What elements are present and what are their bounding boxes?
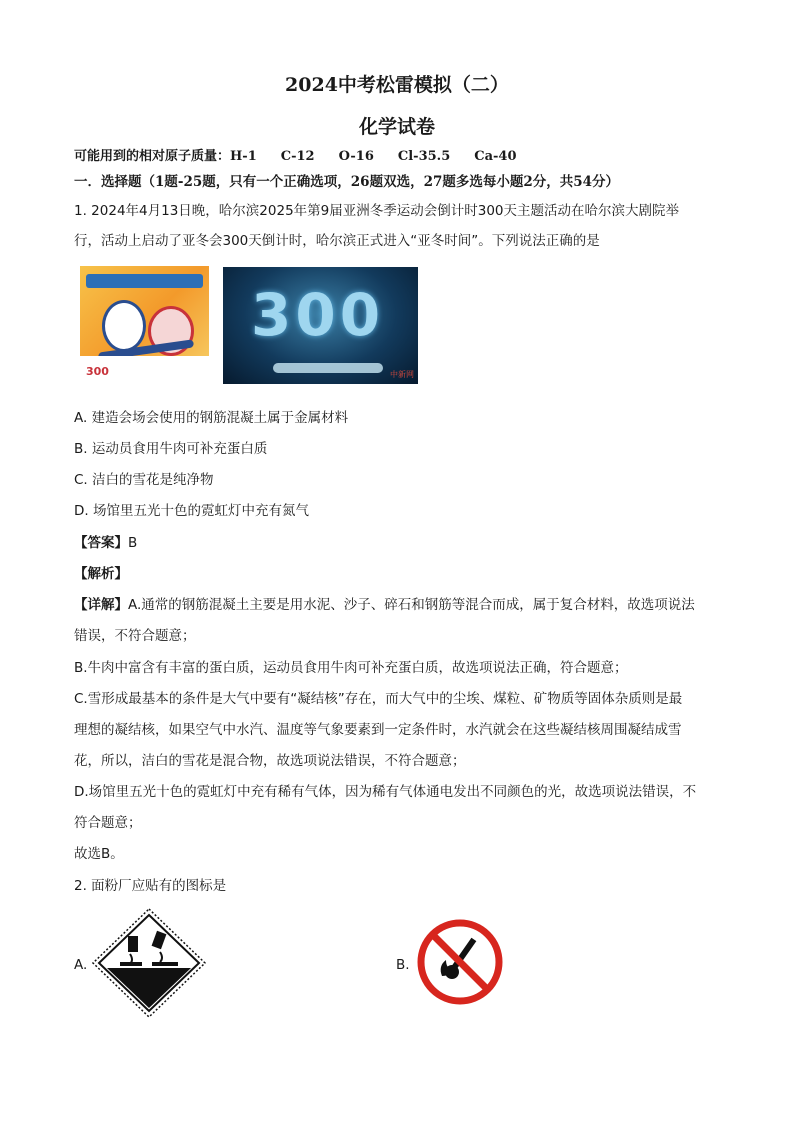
q2-stem: 2. 面粉厂应贴有的图标是: [74, 878, 227, 894]
atomic-mass-cl: Cl-35.5: [397, 149, 451, 164]
answer-value: B: [128, 535, 138, 551]
q1-option-d: D. 场馆里五光十色的霓虹灯中充有氮气: [74, 503, 309, 519]
analysis-label: 【解析】: [74, 566, 128, 582]
q2-option-b-label: B.: [396, 957, 410, 973]
poster-countdown-number: 300: [86, 365, 109, 378]
q1-option-a: A. 建造会场会使用的钢筋混凝土属于金属材料: [74, 410, 349, 426]
stage-platform: [273, 363, 383, 373]
q1-answer: [74, 533, 724, 553]
q1-stem-line1: 1. 2024年4月13日晚，哈尔滨2025年第9届亚洲冬季运动会倒计时300天主题活动在哈尔滨大剧院举: [74, 203, 680, 219]
detail-line-1: [74, 595, 724, 615]
detail-line-2: 错误，不符合题意；: [74, 628, 196, 644]
q1-option-c: C. 洁白的雪花是纯净物: [74, 472, 214, 488]
atomic-mass-c: C-12: [280, 149, 315, 164]
no-smoking-icon: [416, 918, 504, 1006]
countdown-stage-image: [223, 267, 418, 384]
detail-line-9: 故选B。: [74, 846, 124, 862]
poster-banner: [86, 274, 203, 288]
detail-line-4: C.雪形成最基本的条件是大气中要有“凝结核”存在，而大气中的尘埃、煤粒、矿物质等固体杂质则是最: [74, 691, 683, 707]
stage-countdown-number: 300: [251, 281, 385, 349]
asian-games-poster-image: [80, 266, 209, 384]
detail-line-3: B.牛肉中富含有丰富的蛋白质，运动员食用牛肉可补充蛋白质，故选项说法正确，符合题意；: [74, 660, 628, 676]
detail-line-8: 符合题意；: [74, 815, 142, 831]
section-heading: 一．选择题（1题-25题，只有一个正确选项，26题双选，27题多选每小题2分，共54分）: [74, 174, 620, 190]
detail-text-1: A.通常的钢筋混凝土主要是用水泥、沙子、碎石和钢筋等混合而成，属于复合材料，故选项说法: [128, 597, 695, 613]
image-watermark: 中新网: [390, 370, 414, 379]
atomic-mass-o: O-16: [338, 149, 374, 164]
atomic-mass-label: 可能用到的相对原子质量：: [74, 149, 231, 164]
q2-option-a-label: A.: [74, 957, 88, 973]
mascot-left: [102, 300, 146, 352]
exam-subtitle: 化学试卷: [358, 116, 435, 138]
atomic-mass-line: [74, 147, 724, 167]
exam-title: 2024中考松雷模拟（二）: [285, 74, 509, 96]
q1-option-b: B. 运动员食用牛肉可补充蛋白质: [74, 441, 268, 457]
answer-label: 【答案】: [74, 535, 128, 551]
detail-label: 【详解】: [74, 597, 128, 613]
atomic-mass-ca: Ca-40: [474, 149, 517, 164]
detail-line-5: 理想的凝结核，如果空气中水汽、温度等气象要素到一定条件时，水汽就会在这些凝结核周围凝结成雪: [74, 722, 682, 738]
q1-stem-line2: 行，活动上启动了亚冬会300天倒计时，哈尔滨正式进入“亚冬时间”。下列说法正确的是: [74, 233, 600, 249]
detail-line-7: D.场馆里五光十色的霓虹灯中充有稀有气体，因为稀有气体通电发出不同颜色的光，故选项说法错误，不: [74, 784, 697, 800]
detail-line-6: 花，所以，洁白的雪花是混合物，故选项说法错误，不符合题意；: [74, 753, 466, 769]
corrosive-hazard-icon: [90, 906, 208, 1020]
atomic-mass-h: H-1: [230, 149, 257, 164]
